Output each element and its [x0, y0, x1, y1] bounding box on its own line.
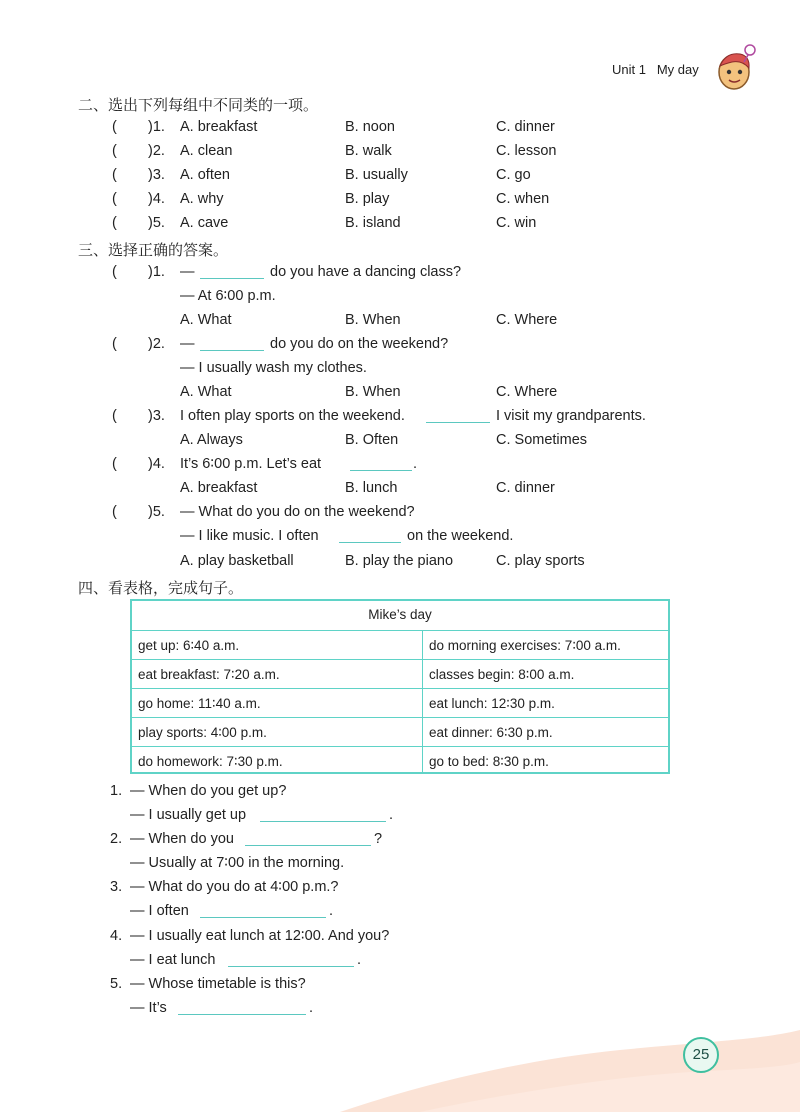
question-text: do you have a dancing class? — [270, 264, 462, 280]
answer-blank[interactable] — [200, 903, 326, 918]
section-4-title: 四、看表格，完成句子。 — [78, 579, 244, 597]
question-text: It’s 6∶00 p.m. Let’s eat — [180, 456, 322, 472]
unit-label: Unit 1 — [612, 62, 646, 77]
option-b: B. When — [345, 312, 401, 328]
option-a: A. play basketball — [180, 553, 294, 569]
question-text: I often play sports on the weekend. — [180, 408, 405, 424]
answer-paren: ( — [112, 264, 117, 280]
answer-blank[interactable] — [245, 831, 371, 846]
answer-blank[interactable] — [200, 264, 264, 279]
answer-paren: ( — [112, 408, 117, 424]
option-c: C. play sports — [496, 553, 585, 569]
dialog-answer: — I like music. I often — [180, 528, 319, 544]
table-cell: classes begin: 8∶00 a.m. — [429, 667, 575, 682]
option-b: B. When — [345, 384, 401, 400]
section-2-title: 二、选出下列每组中不同类的一项。 — [78, 96, 319, 114]
answer-paren: ( — [112, 336, 117, 352]
answer-blank[interactable] — [339, 528, 401, 543]
section-3-title: 三、选择正确的答案。 — [78, 241, 229, 259]
item-question-end: ? — [374, 831, 383, 847]
answer-blank[interactable] — [178, 1000, 306, 1015]
answer-paren: ( — [112, 215, 117, 231]
option-b: B. noon — [345, 119, 395, 135]
item-answer: — I eat lunch — [130, 952, 216, 968]
mascot-icon — [712, 38, 760, 94]
unit-title: My day — [656, 62, 699, 77]
option-c: C. Where — [496, 312, 558, 328]
answer-paren: ( — [112, 191, 117, 207]
table-cell: do homework: 7∶30 p.m. — [138, 754, 283, 769]
question-number: )1. — [148, 119, 165, 135]
option-b: B. play the piano — [345, 553, 454, 569]
answer-paren: ( — [112, 504, 117, 520]
answer-blank[interactable] — [426, 408, 490, 423]
item-question: — When do you — [130, 831, 234, 847]
schedule-table — [130, 599, 670, 774]
answer-paren: ( — [112, 456, 117, 472]
option-b: B. walk — [345, 143, 392, 159]
item-answer: — I usually get up — [130, 807, 247, 823]
question-number: )2. — [148, 143, 165, 159]
question-dash: — — [180, 336, 195, 352]
option-c: C. Sometimes — [496, 432, 588, 448]
answer-blank[interactable] — [260, 807, 386, 822]
item-end: . — [329, 903, 334, 919]
dialog-answer: — I usually wash my clothes. — [180, 360, 367, 376]
option-b: B. lunch — [345, 480, 398, 496]
question-text: — What do you do on the weekend? — [180, 504, 415, 520]
option-c: C. lesson — [496, 143, 557, 159]
question-number: )5. — [148, 215, 165, 231]
option-a: A. often — [180, 167, 230, 183]
item-number: 3. — [110, 879, 123, 895]
answer-blank[interactable] — [350, 456, 412, 471]
option-a: A. cave — [180, 215, 229, 231]
question-number: )4. — [148, 456, 165, 472]
item-question: — When do you get up? — [130, 783, 287, 799]
answer-paren: ( — [112, 143, 117, 159]
question-text: do you do on the weekend? — [270, 336, 449, 352]
item-question: — What do you do at 4∶00 p.m.? — [130, 879, 339, 895]
item-end: . — [357, 952, 362, 968]
option-c: C. win — [496, 215, 537, 231]
table-cell: eat breakfast: 7∶20 a.m. — [138, 667, 280, 682]
option-a: A. breakfast — [180, 119, 258, 135]
item-end: . — [309, 1000, 314, 1016]
table-cell: eat dinner: 6∶30 p.m. — [429, 725, 553, 740]
item-answer: — I often — [130, 903, 189, 919]
item-number: 5. — [110, 976, 123, 992]
option-a: A. why — [180, 191, 224, 207]
question-number: )4. — [148, 191, 165, 207]
item-number: 1. — [110, 783, 123, 799]
option-c: C. Where — [496, 384, 558, 400]
item-answer: — Usually at 7∶00 in the morning. — [130, 855, 345, 871]
option-c: C. dinner — [496, 480, 555, 496]
unit-header — [612, 62, 699, 77]
option-b: B. Often — [345, 432, 399, 448]
answer-paren: ( — [112, 119, 117, 135]
option-a: A. What — [180, 312, 232, 328]
question-number: )3. — [148, 408, 165, 424]
question-text-end: . — [413, 456, 418, 472]
dialog-answer: — At 6∶00 p.m. — [180, 288, 276, 304]
item-question: — I usually eat lunch at 12∶00. And you? — [130, 928, 390, 944]
item-number: 4. — [110, 928, 123, 944]
option-a: A. clean — [180, 143, 233, 159]
table-cell: eat lunch: 12∶30 p.m. — [429, 696, 555, 711]
table-cell: play sports: 4∶00 p.m. — [138, 725, 267, 740]
option-c: C. when — [496, 191, 550, 207]
question-number: )1. — [148, 264, 165, 280]
answer-blank[interactable] — [200, 336, 264, 351]
table-cell: get up: 6∶40 a.m. — [138, 638, 240, 653]
question-number: )2. — [148, 336, 165, 352]
page-number: 25 — [683, 1037, 719, 1073]
table-caption: Mike’s day — [368, 607, 432, 622]
table-cell: go home: 11∶40 a.m. — [138, 696, 261, 711]
option-c: C. go — [496, 167, 531, 183]
table-cell: go to bed: 8∶30 p.m. — [429, 754, 549, 769]
option-c: C. dinner — [496, 119, 555, 135]
item-question: — Whose timetable is this? — [130, 976, 306, 992]
item-answer: — It’s — [130, 1000, 167, 1016]
option-b: B. play — [345, 191, 390, 207]
option-a: A. What — [180, 384, 232, 400]
question-text: I visit my grandparents. — [496, 408, 646, 424]
item-end: . — [389, 807, 394, 823]
question-number: )3. — [148, 167, 165, 183]
question-number: )5. — [148, 504, 165, 520]
item-number: 2. — [110, 831, 123, 847]
option-a: A. Always — [180, 432, 243, 448]
table-cell: do morning exercises: 7∶00 a.m. — [429, 638, 621, 653]
question-dash: — — [180, 264, 195, 280]
option-a: A. breakfast — [180, 480, 258, 496]
dialog-answer-end: on the weekend. — [407, 528, 514, 544]
option-b: B. island — [345, 215, 401, 231]
option-b: B. usually — [345, 167, 408, 183]
answer-blank[interactable] — [228, 952, 354, 967]
answer-paren: ( — [112, 167, 117, 183]
